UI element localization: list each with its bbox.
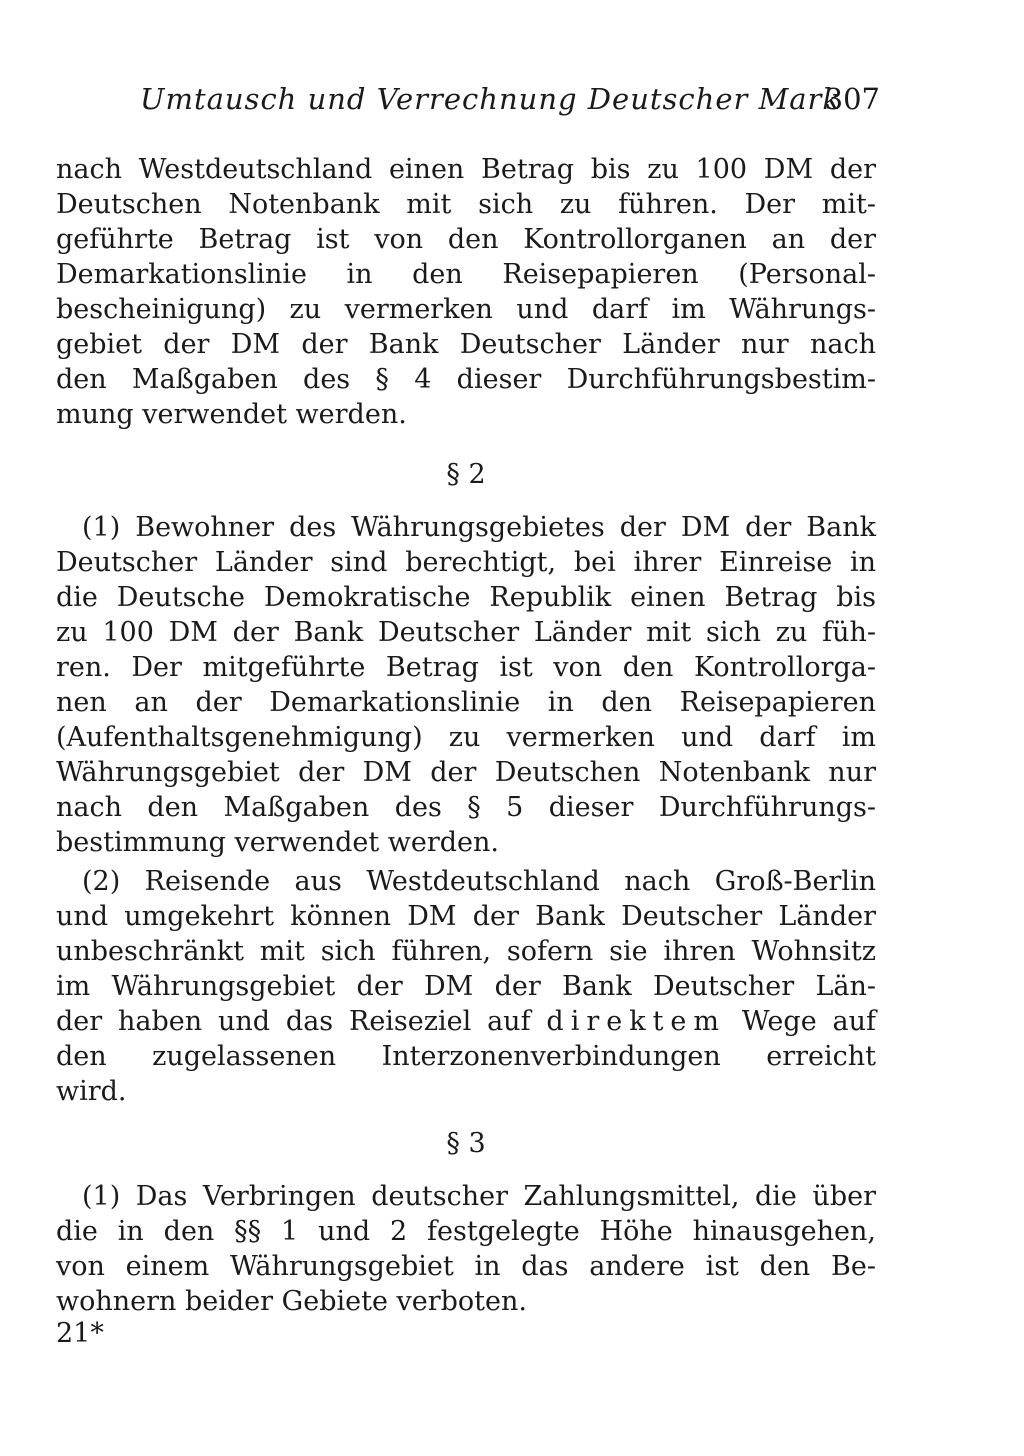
text-line-with-emphasis xyxy=(56,1004,876,1039)
text-line: wird. xyxy=(56,1076,127,1107)
section-heading: § 2 xyxy=(446,459,486,490)
text-line: nach den Maßgaben des § 5 dieser Durchführungs- xyxy=(56,792,876,823)
text-line: und umgekehrt können DM der Bank Deutscher Länder xyxy=(56,901,876,932)
signature-mark: 21* xyxy=(56,1318,104,1349)
section-2-paragraph-1 xyxy=(56,510,876,860)
text-line: im Währungsgebiet der DM der Bank Deutscher Län- xyxy=(56,971,876,1002)
text-line: Demarkationslinie in den Reisepapieren (Personal- xyxy=(56,259,876,290)
text-line: (2) Reisende aus Westdeutschland nach Groß-Berlin xyxy=(82,866,876,897)
text-fragment: Wege auf xyxy=(726,1006,876,1037)
page-body xyxy=(56,152,876,1319)
text-line: Deutschen Notenbank mit sich zu führen. Der mit- xyxy=(56,189,876,220)
text-line: ren. Der mitgeführte Betrag ist von den Kontrollorga- xyxy=(56,652,876,683)
text-line: die Deutsche Demokratische Republik einen Betrag bis xyxy=(56,582,876,613)
text-line: Währungsgebiet der DM der Deutschen Notenbank nur xyxy=(56,757,876,788)
text-line: (Aufenthaltsgenehmigung) zu vermerken und darf im xyxy=(56,722,876,753)
text-line: mung verwendet werden. xyxy=(56,399,407,430)
text-line: zu 100 DM der Bank Deutscher Länder mit sich zu füh- xyxy=(56,617,876,648)
text-line: wohnern beider Gebiete verboten. xyxy=(56,1286,527,1317)
text-line: bescheinigung) zu vermerken und darf im Währungs- xyxy=(56,294,876,325)
text-line: den Maßgaben des § 4 dieser Durchführungsbestim- xyxy=(56,364,876,395)
page-number: 307 xyxy=(824,82,880,116)
spaced-emphasis: direktem xyxy=(546,1006,727,1037)
page-header xyxy=(140,82,880,128)
text-line: gebiet der DM der Bank Deutscher Länder nur nach xyxy=(56,329,876,360)
text-line: nach Westdeutschland einen Betrag bis zu 100 DM der xyxy=(56,154,876,185)
text-fragment: der haben und das Reiseziel auf xyxy=(56,1006,547,1037)
text-line: den zugelassenen Interzonenverbindungen erreicht xyxy=(56,1041,876,1072)
section-3-paragraph-1 xyxy=(56,1179,876,1319)
section-heading: § 3 xyxy=(446,1128,486,1159)
text-line: (1) Das Verbringen deutscher Zahlungsmittel, die über xyxy=(82,1181,876,1212)
text-line: geführte Betrag ist von den Kontrollorganen an der xyxy=(56,224,876,255)
text-line: nen an der Demarkationslinie in den Reisepapieren xyxy=(56,687,876,718)
running-title: Umtausch und Verrechnung Deutscher Mark xyxy=(140,82,841,116)
continued-paragraph xyxy=(56,152,876,432)
text-line: bestimmung verwendet werden. xyxy=(56,827,499,858)
text-line: Deutscher Länder sind berechtigt, bei ihrer Einreise in xyxy=(56,547,876,578)
text-line: die in den §§ 1 und 2 festgelegte Höhe hinausgehen, xyxy=(56,1216,876,1247)
section-2-paragraph-2 xyxy=(56,864,876,1109)
text-line: von einem Währungsgebiet in das andere ist den Be- xyxy=(56,1251,876,1282)
text-line: unbeschränkt mit sich führen, sofern sie ihren Wohnsitz xyxy=(56,936,876,967)
text-line: (1) Bewohner des Währungsgebietes der DM der Bank xyxy=(82,512,876,543)
